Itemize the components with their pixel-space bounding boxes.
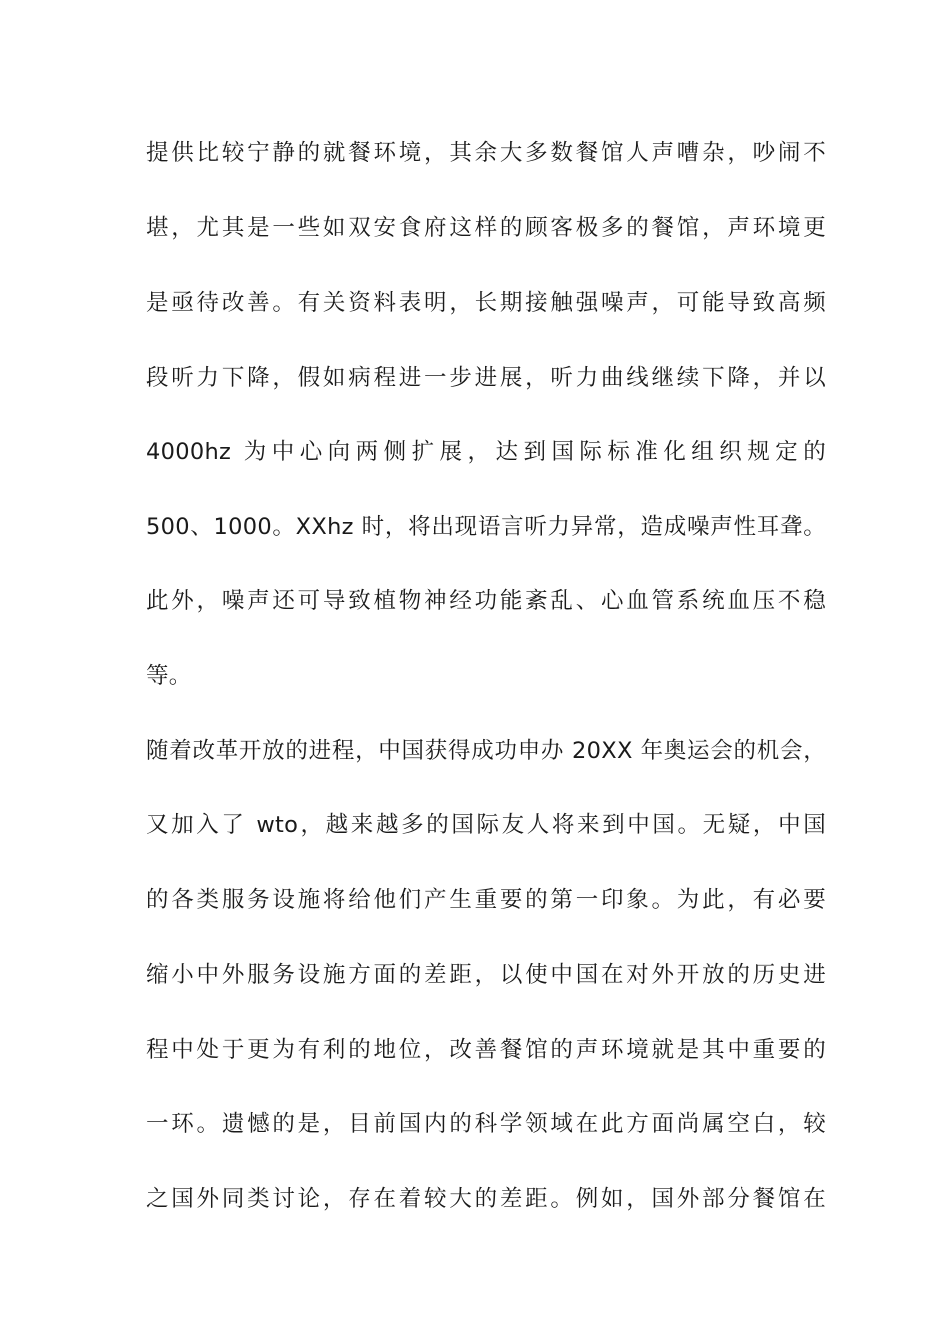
- text-line-14: 一环。遗憾的是，目前国内的科学领域在此方面尚属空白，较: [146, 1111, 826, 1137]
- text-line-6: 500、1000。XXhz 时，将出现语言听力异常，造成噪声性耳聋。: [146, 514, 826, 540]
- text-line-5: 4000hz 为中心向两侧扩展，达到国际标准化组织规定的: [146, 439, 826, 465]
- text-line-9: 随着改革开放的进程，中国获得成功申办 20XX 年奥运会的机会，: [146, 738, 826, 764]
- text-line-11: 的各类服务设施将给他们产生重要的第一印象。为此，有必要: [146, 887, 826, 913]
- text-line-2: 堪，尤其是一些如双安食府这样的顾客极多的餐馆，声环境更: [146, 215, 826, 241]
- text-line-4: 段听力下降，假如病程进一步进展，听力曲线继续下降，并以: [146, 365, 826, 391]
- text-line-7: 此外，噪声还可导致植物神经功能紊乱、心血管系统血压不稳: [146, 588, 826, 614]
- text-line-15: 之国外同类讨论，存在着较大的差距。例如，国外部分餐馆在: [146, 1186, 826, 1212]
- text-line-1: 提供比较宁静的就餐环境，其余大多数餐馆人声嘈杂，吵闹不: [146, 140, 826, 166]
- text-line-8: 等。: [146, 663, 192, 689]
- text-line-3: 是亟待改善。有关资料表明，长期接触强噪声，可能导致高频: [146, 290, 826, 316]
- text-line-10: 又加入了 wto，越来越多的国际友人将来到中国。无疑，中国: [146, 812, 826, 838]
- text-line-13: 程中处于更为有利的地位，改善餐馆的声环境就是其中重要的: [146, 1037, 826, 1063]
- text-line-12: 缩小中外服务设施方面的差距，以使中国在对外开放的历史进: [146, 962, 826, 988]
